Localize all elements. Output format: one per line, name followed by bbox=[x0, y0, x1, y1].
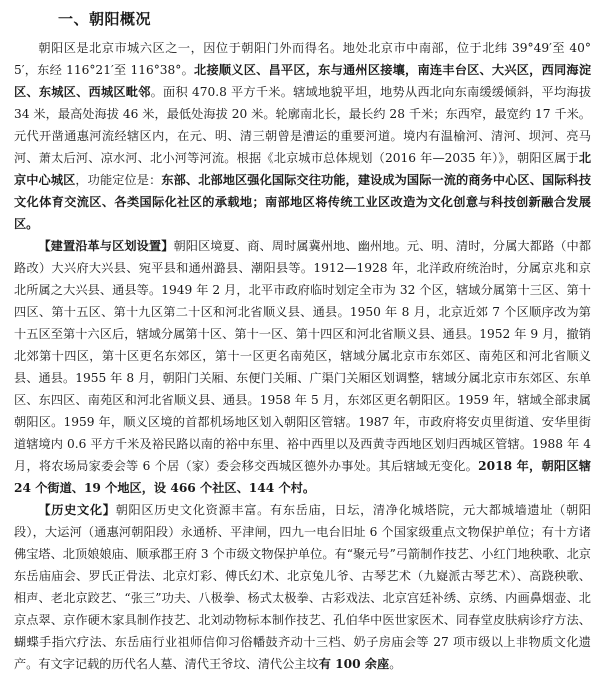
overview-paragraph bbox=[14, 37, 591, 235]
culture-paragraph bbox=[14, 499, 591, 675]
overview-bold-central-district: 北京中心城区 bbox=[14, 151, 591, 187]
history-text: 朝阳区境夏、商、周时属冀州地、幽州地。元、明、清时，分属大都路（中都路改）大兴府大兴县、宛平县和通州潞县、潮阳县等。1912—1928 年，北洋政府统治时，分属京兆和京北所属之大兴县、通县等。1949 年 2 月，北平市政府临时划定全市为 32 个区，辖域分属第十三区、第十四区、第十五区、第十九区第二十区和河北省顺义县、通县。1950 年 8 月，北京近郊 7 个区顺序改为第十五区至第十六区后，辖域分属第十区、第十一区、第十四区和河北省顺义县、通县。1952 年 9 月，撤销北郊第十四区，第十区更名东郊区，第十一区更名南苑区，辖域分属北京市东郊区、南苑区和河北省顺义县、通县。1955 年 8 月，朝阳门关厢、东便门关厢、广渠门关厢区划调整，辖域分属北京市东郊区、东单区、东四区、南苑区和河北省顺义县、通县。1958 年 5 月，东郊区更名朝阳区。1959 年，辖域全部隶属朝阳区。1959 年，顺义区境的首都机场地区划入朝阳区管辖。1987 年，市政府将安贞里街道、安华里街道辖境内 0.6 平方千米及裕民路以南的裕中东里、裕中西里以及西黄寺西地区划归西城区管辖。1988 年 4 月，将农场局家委会等 6 个居（家）委会移交西城区德外办事处。其后辖域无变化。 bbox=[14, 239, 592, 473]
overview-text-1: 朝阳区是北京市城六区之一，因位于朝阳门外而得名。地处北京市中南部，位于北纬 39°49′至 40°5′，东经 116°21′至 116°38°。 bbox=[14, 41, 591, 77]
overview-text-2: 。面积 470.8 平方千米。辖域地貌平坦，地势从西北向东南缓缓倾斜，平均海拔 34 米，最高处海拔 46 米，最低处海拔 20 米。轮廓南北长，最长约 28 千米；东西窄，最宽约 17 千米。元代开凿通惠河流经辖区内，在元、明、清三朝曾是漕运的重要河道。境内有温榆河、清河、坝河、亮马河、萧太后河、凉水河、北小河等河流。根据《北京城市总体规划（2016 年—2035 年）》，朝阳区属于 bbox=[14, 85, 592, 165]
history-bold-summary: 2018 年，朝阳区辖 24 个街道、19 个地区，设 466 个社区、144 个村。 bbox=[14, 459, 591, 495]
culture-heading: 【历史文化】 bbox=[38, 503, 116, 517]
culture-text-1: 朝阳区历史文化资源丰富。有东岳庙，日坛，清净化城塔院，元大都城墙遗址（朝阳段），大运河（通惠河朝阳段）永通桥、平津闸，四九一电台旧址 6 个国家级重点文物保护单位；有十方诸佛宝塔、北顶娘娘庙、顺承郡王府 3 个市级文物保护单位。有“聚元号”弓箭制作技艺、小红门地秧歌、北京东岳庙庙会、罗氏正骨法、北京灯彩、傅氏幻术、北京兔儿爷、古琴艺术（九嶷派古琴艺术）、高跷秧歌、相声、老北京跤艺、“张三”功夫、八极拳、杨式太极拳、古彩戏法、北京宫廷补绣、京绣、内画鼻烟壶、北京点翠、京作硬木家具制作技艺、北刘动物标本制作技艺、孔伯华中医世家医术、同春堂皮肤病诊疗方法、蝴蝶手指穴疗法、东岳庙行业祖师信仰习俗幡鼓齐动十三档、奶子房庙会等 27 项市级以上非物质文化遗产。有文字记载的历代名人墓、清代王爷坟、清代公主坟 bbox=[14, 503, 591, 671]
overview-bold-function: 东部、北部地区强化国际交往功能，建设成为国际一流的商务中心区、国际科技文化体育交流区、各类国际化社区的承载地；南部地区将传统工业区改造为文化创意与科技创新融合发展区。 bbox=[14, 173, 592, 231]
culture-bold-count: 有 100 余座 bbox=[318, 657, 390, 671]
overview-text-3: ，功能定位是： bbox=[75, 173, 162, 187]
history-paragraph bbox=[14, 235, 591, 499]
culture-text-2: 。 bbox=[389, 657, 402, 671]
section-title: 一、朝阳概况 bbox=[58, 10, 152, 28]
history-heading: 【建置沿革与区划设置】 bbox=[38, 239, 174, 253]
overview-bold-borders: 北接顺义区、昌平区，东与通州区接壤，南连丰台区、大兴区，西同海淀区、东城区、西城区毗邻 bbox=[14, 63, 592, 99]
